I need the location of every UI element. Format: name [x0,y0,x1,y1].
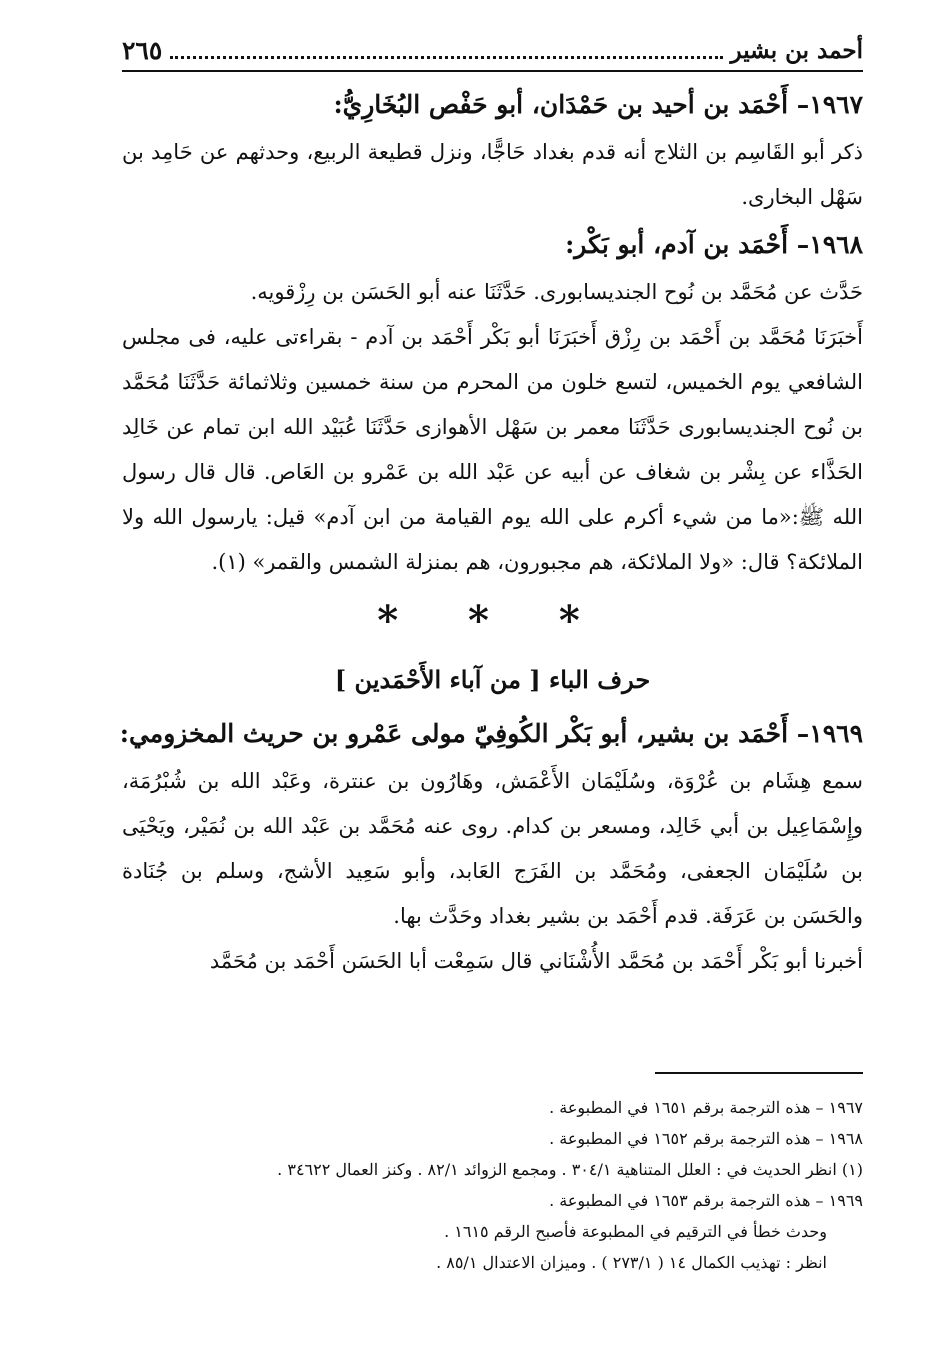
footnote-1968: ١٩٦٨ – هذه الترجمة برقم ١٦٥٢ في المطبوعة . [549,1129,863,1148]
main-text [119,80,863,984]
footnote-1969-numbering-note: وحدث خطأ في الترقيم في المطبوعة فأصبح الرقم ١٦١٥ . [444,1222,827,1241]
entry-1969-paragraph-1: سمع هِشَام بن عُرْوَة، وسُلَيْمَان الأَعْمَش، وهَارُون بن عنترة، وعَبْد الله بن شُبْرُمَة، وإِسْمَاعِيل بن أبي خَالِد، ومسعر بن كدام. روى عنه مُحَمَّد بن عَبْد الله بن نُمَيْر، ويَحْيَى بن سُلَيْمَان الجعفى، ومُحَمَّد بن الفَرَج العَابد، وأبو سَعِيد الأشج، وسلم بن جُنَادة والحَسَن بن عَرَفَة. قدم أَحْمَد بن بشير بغداد وحَدَّث بها. [122,769,863,928]
footnote-hadith-reference: (١) انظر الحديث في : العلل المتناهية ٣٠٤/١ . ومجمع الزوائد ٨٢/١ . وكنز العمال ٣٤٦٢٢ . [277,1160,863,1179]
footnote-1969-sources: انظر : تهذيب الكمال ١٤ ( ٢٧٣/١ ) . وميزان الاعتدال ٨٥/١ . [436,1253,827,1272]
header-dot-leader [170,42,722,59]
page-number: ٢٦٥ [122,35,163,65]
page-header [122,30,863,72]
entry-heading-1967: ١٩٦٧– أَحْمَد بن أحيد بن حَمْدَان، أبو حَفْص البُخَارِيُّ: [333,90,863,119]
entry-1968-paragraph-2: أَخبَرَنَا مُحَمَّد بن أَحْمَد بن رِزْق أَخبَرَنَا أبو بَكْر أَحْمَد بن آدم - بقراءتى عليه، فى مجلس الشافعي يوم الخميس، لتسع خلون من المحرم من سنة خمسين وثلاثمائة حَدَّثَنَا مُحَمَّد بن نُوح الجنديسابورى حَدَّثَنَا معمر بن سَهْل الأهوازى حَدَّثَنَا عُبَيْد الله ابن تمام عن خَالِد الحَذَّاء عن بِشْر بن شغاف عن أبيه عن عَبْد الله بن عَمْرو بن العَاص. قال قال رسول الله ﷺ:«ما من شيء أكرم على الله يوم القيامة من ابن آدم» قيل: يارسول الله ولا الملائكة؟ قال: «ولا الملائكة، هم مجبورون، هم بمنزلة الشمس والقمر» (١). [122,325,863,574]
entry-1967-paragraph: ذكر أبو القَاسِم بن الثلاج أنه قدم بغداد حَاجًّا، ونزل قطيعة الربيع، وحدثهم عن حَامِد بن سَهْل البخارى. [122,140,863,209]
entry-heading-1969: ١٩٦٩– أَحْمَد بن بشير، أبو بَكْر الكُوفِيّ مولى عَمْرو بن حريث المخزومي: [119,719,863,748]
entry-1969-paragraph-2: أخبرنا أبو بَكْر أَحْمَد بن مُحَمَّد الأُشْنَاني قال سَمِعْت أبا الحَسَن أَحْمَد بن مُحَمَّد [209,949,863,973]
footnote-divider [655,1072,863,1074]
footnotes [122,1092,863,1278]
footnote-1967: ١٩٦٧ – هذه الترجمة برقم ١٦٥١ في المطبوعة . [549,1098,863,1117]
entry-heading-1968: ١٩٦٨– أَحْمَد بن آدم، أبو بَكْر: [565,230,863,259]
entry-1968-paragraph-1: حَدَّث عن مُحَمَّد بن نُوح الجنديسابورى. حَدَّثَنَا عنه أبو الحَسَن بن رِزْقويه. [250,280,863,304]
section-heading: حرف الباء [ من آباء الأَحْمَدين ] [334,665,651,694]
section-separator-stars: * * * [377,597,608,644]
footnote-1969: ١٩٦٩ – هذه الترجمة برقم ١٦٥٣ في المطبوعة . [549,1191,863,1210]
running-title: أحمد بن بشير [730,36,863,64]
